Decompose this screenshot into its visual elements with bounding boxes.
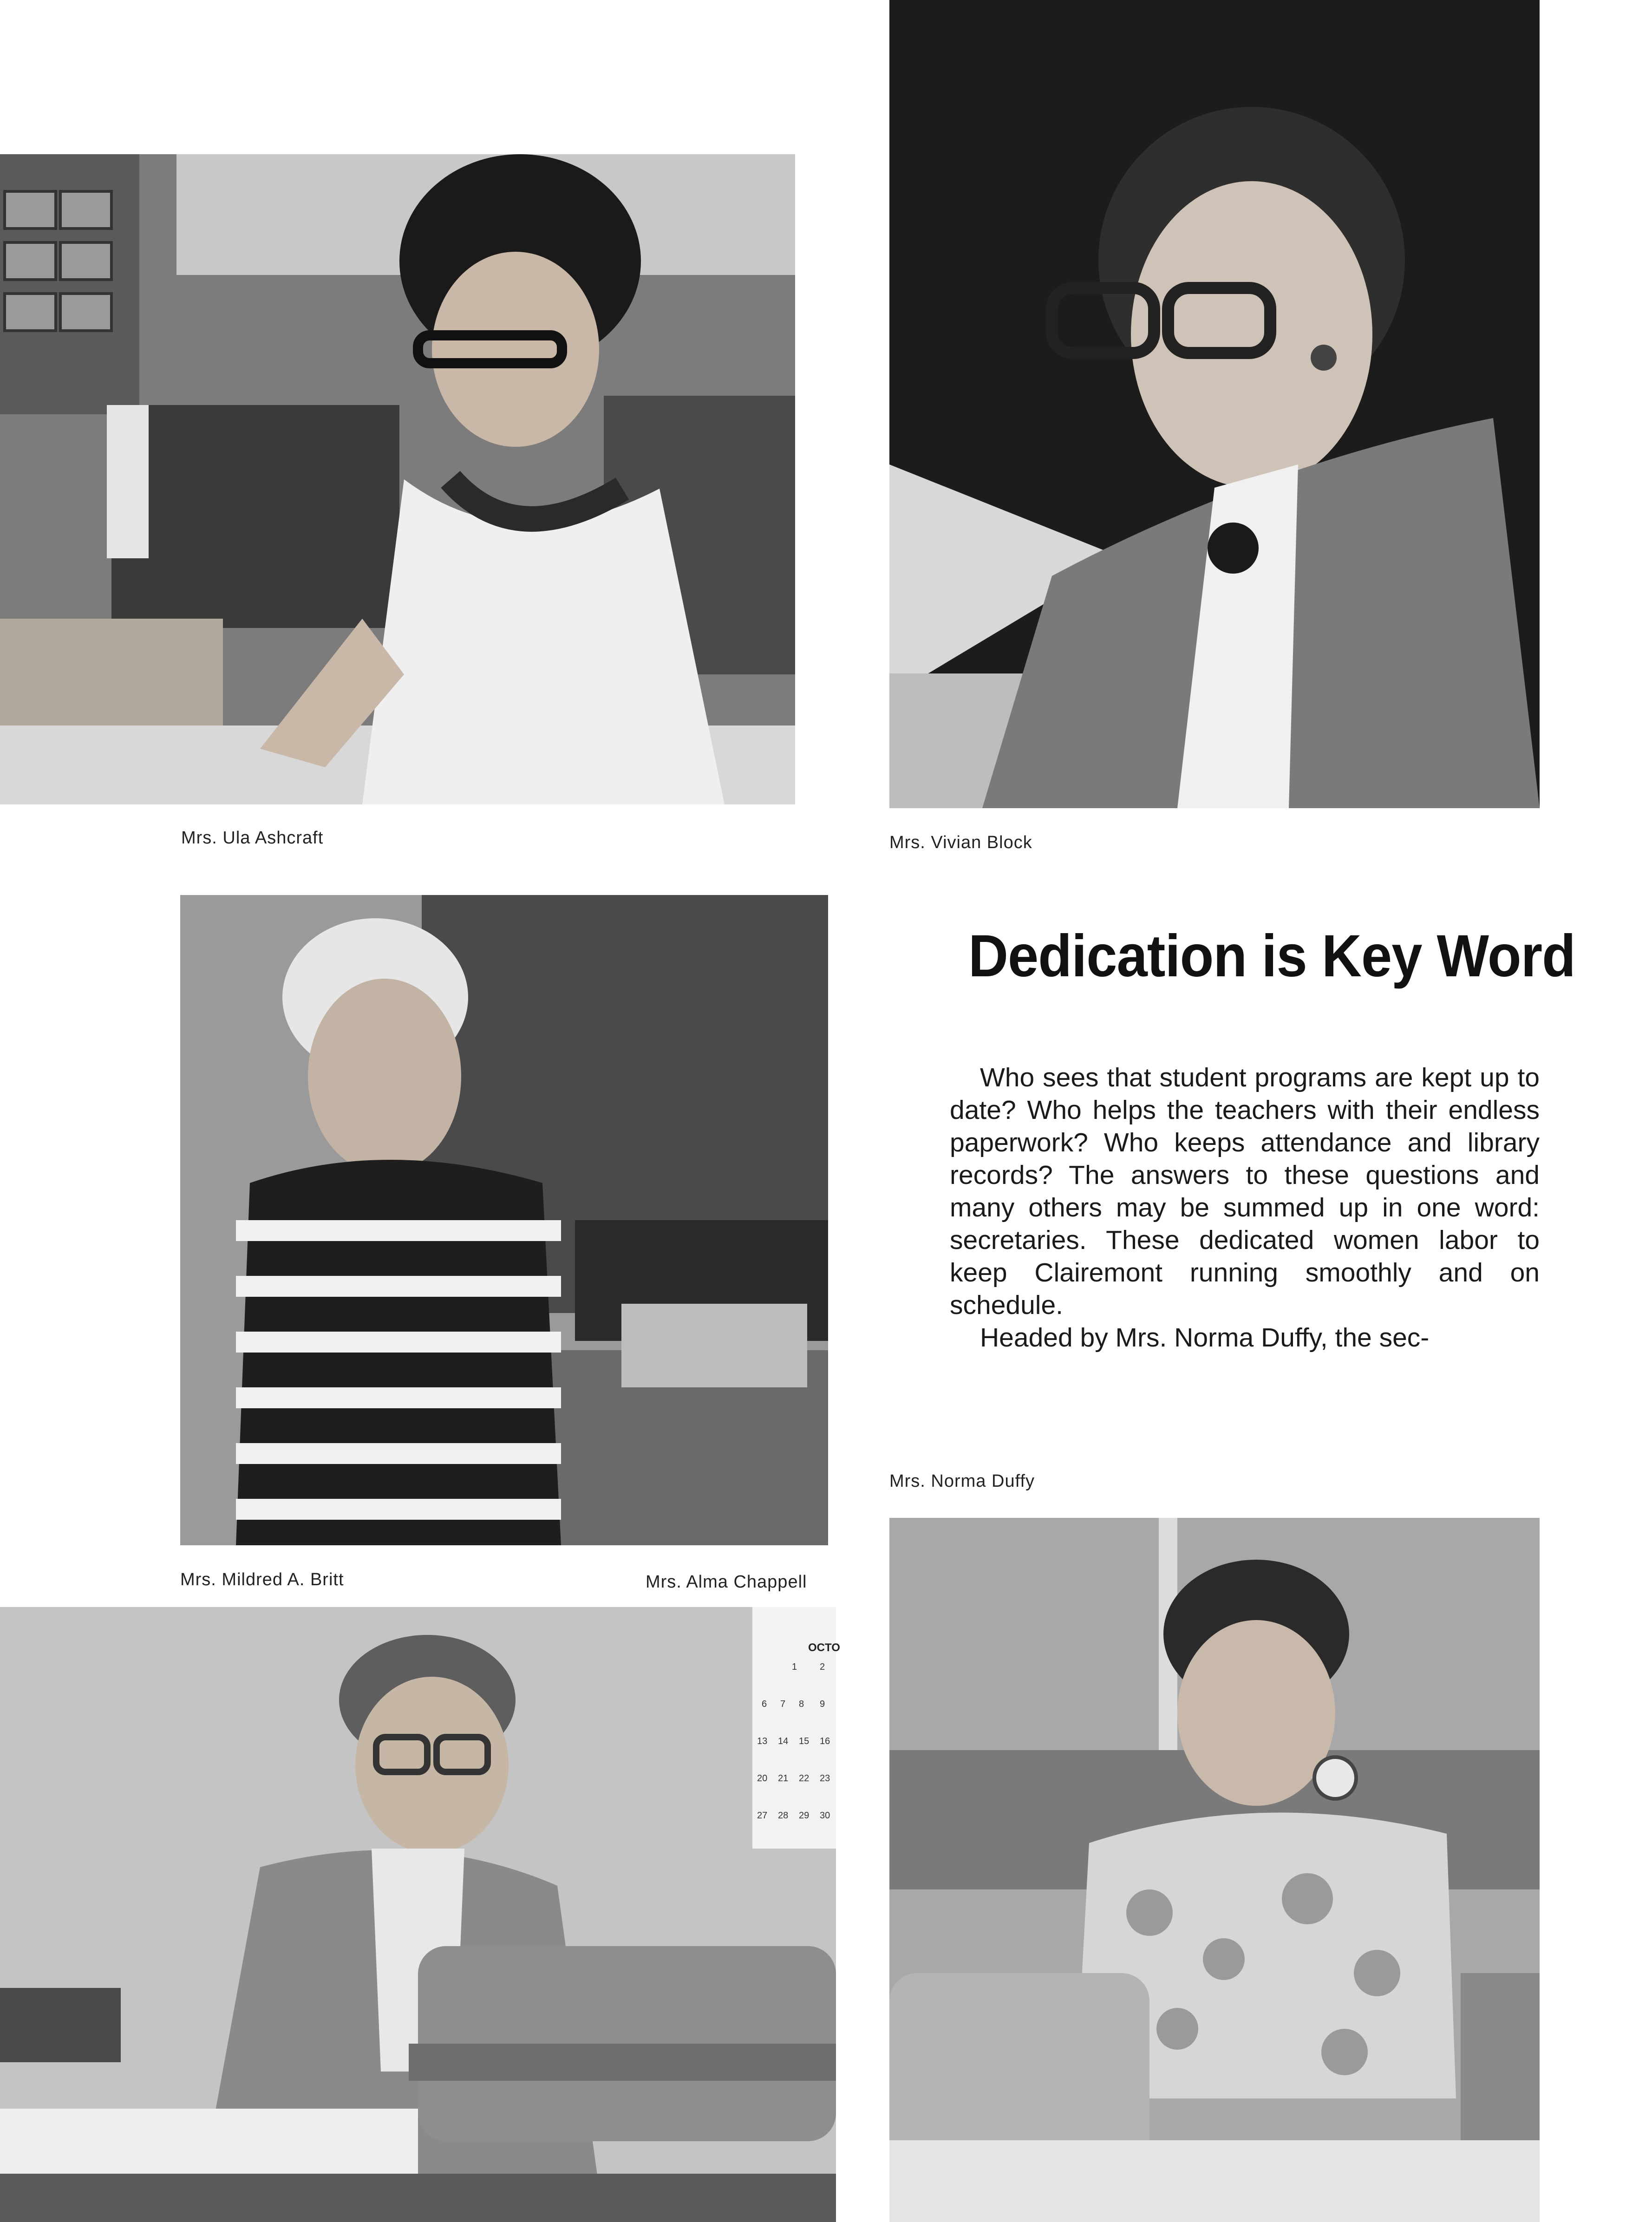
calendar-day: 30 <box>820 1810 830 1821</box>
portrait-ula-ashcraft-image <box>0 154 795 804</box>
calendar-day: 16 <box>820 1736 830 1746</box>
calendar-day: 28 <box>778 1810 789 1821</box>
calendar-day: 7 <box>780 1699 786 1709</box>
article-headline: Dedication is Key Word <box>968 923 1575 989</box>
calendar-day: 23 <box>820 1773 830 1784</box>
portrait-vivian-block-image <box>889 0 1540 808</box>
calendar-day: 13 <box>757 1736 768 1746</box>
calendar-month: OCTO <box>808 1641 840 1654</box>
portrait-mildred-britt-image <box>180 895 828 1545</box>
photo-alma-chappell <box>0 1607 840 2222</box>
photo-norma-duffy <box>889 1518 1540 2222</box>
caption-mildred-britt: Mrs. Mildred A. Britt <box>180 1570 344 1589</box>
calendar-day: 29 <box>799 1810 810 1821</box>
photo-ula-ashcraft <box>0 154 795 804</box>
portrait-alma-chappell-image <box>0 1607 840 2222</box>
photo-vivian-block <box>889 0 1540 808</box>
article-body <box>950 1061 1540 1354</box>
portrait-norma-duffy-image <box>889 1518 1540 2222</box>
photo-mildred-britt <box>180 895 828 1545</box>
article-paragraph: Headed by Mrs. Norma Duffy, the sec- <box>980 1323 1430 1353</box>
caption-ula-ashcraft: Mrs. Ula Ashcraft <box>181 828 324 848</box>
calendar-day: 2 <box>820 1662 825 1672</box>
calendar-day: 8 <box>799 1699 804 1709</box>
calendar-day: 21 <box>778 1773 789 1784</box>
calendar-day: 1 <box>792 1662 797 1672</box>
calendar-day: 15 <box>799 1736 810 1746</box>
caption-vivian-block: Mrs. Vivian Block <box>889 833 1032 852</box>
caption-alma-chappell: Mrs. Alma Chappell <box>646 1572 807 1592</box>
calendar-day: 14 <box>778 1736 789 1746</box>
calendar-day: 22 <box>799 1773 810 1784</box>
article-paragraph: Who sees that student programs are kept up to date? Who helps the teachers with their endless paperwork? Who keeps attendance and library records? The answers to these questions and many others may be summed up in one word: secretaries. These dedicated women labor to keep Clairemont running smoothly and on schedule. <box>950 1063 1540 1320</box>
caption-norma-duffy: Mrs. Norma Duffy <box>889 1471 1035 1491</box>
calendar-day: 20 <box>757 1773 768 1784</box>
calendar-day: 9 <box>820 1699 825 1709</box>
calendar-day: 6 <box>762 1699 767 1709</box>
calendar-day: 27 <box>757 1810 768 1821</box>
typewriter <box>889 1973 1149 2168</box>
